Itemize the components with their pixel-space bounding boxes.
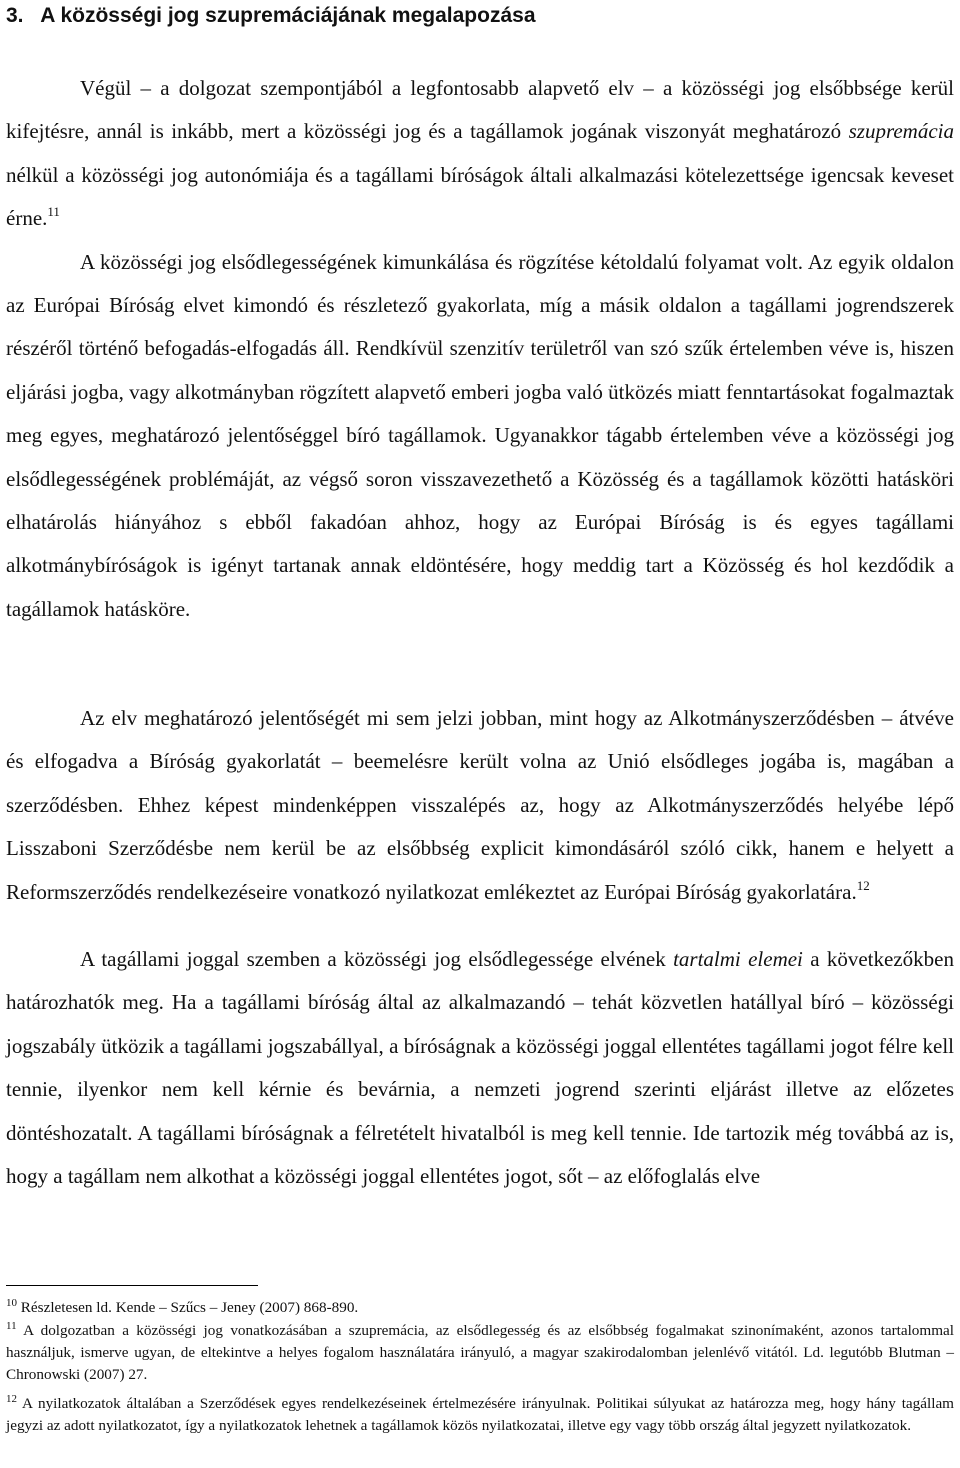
paragraph-group-1 <box>6 67 954 631</box>
footnote-separator <box>6 1285 258 1286</box>
paragraph-4: A tagállami joggal szemben a közösségi jog elsődlegessége elvének tartalmi elemei a következőkben határozhatók meg. Ha a tagállami bíróság által az alkalmazandó – tehát közvetlen hatállyal bíró – közösségi jogszabály ütközik a tagállami jogszabállyal, a bíróságnak a közösségi joggal ellentétes tagállami jogot félre kell tennie, ilyenkor nem kell kérnie és bevárnia, a nemzeti jogrend szerinti eljárást illetve az előzetes döntéshozatalt. A tagállami bíróságnak a félretételt hivatalból is meg kell tennie. Ide tartozik még továbbá az is, hogy a tagállam nem alkothat a közösségi joggal ellentétes jogot, sőt – az előfoglalás elve <box>6 947 954 1189</box>
emphasis-term: szupremácia <box>848 119 954 144</box>
paragraph-3: Az elv meghatározó jelentőségét mi sem jelzi jobban, mint hogy az Alkotmányszerződésben – átvéve és elfogadva a Bíróság gyakorlatát – beemelésre került volna az Unió elsődleges jogába is, magában a szerződésben. Ehhez képest mindenképpen visszalépés az, hogy az Alkotmányszerződés helyébe lépő Lisszaboni Szerződésbe nem kerül be az elsőbbség explicit kimondásáról szóló cikk, hanem e helyett a Reformszerződés rendelkezéseire vonatkozó nyilatkozat emlékeztet az Európai Bíróság gyakorlatára.$^{12}$ <box>6 706 954 904</box>
paragraph-group-3 <box>6 938 954 1198</box>
footnote-text: A dolgozatban a közösségi jog vonatkozásában a szupremácia, az elsődlegesség és az elsőbbség fogalmakat szinonímaként, azonos tartalommal használjuk, ismerve ugyan, de eltekintve a helyes fogalom használatára irányuló, a magyar szakirodalomban jelenlévő vitától. Ld. legutóbb Blutman – Chronowski (2007) 27. <box>6 1322 954 1383</box>
footnote-number: 11 <box>6 1320 17 1332</box>
paragraph-2: A közösségi jog elsődlegességének kimunkálása és rögzítése kétoldalú folyamat volt. Az egyik oldalon az Európai Bíróság elvet kimondó és részletező gyakorlata, míg a másik oldalon a tagállami jogrendszerek részéről történő befogadás-elfogadás áll. Rendkívül szenzitív területről van szó szűk értelemben véve is, hiszen eljárási jogba, vagy alkotmányban rögzített alapvető emberi jogba való ütközés miatt fenntartásokat fogalmaztak meg egyes, meghatározó jelentőséggel bíró tagállamok. Ugyanakkor tágabb értelemben véve a közösségi jog elsődlegességének problémáját, az végső soron visszavezethető a Közösség és a tagállamok közötti hatásköri elhatárolás hiányához s ebből fakadóan ahhoz, hogy az Európai Bíróság is és egyes tagállami alkotmánybíróságok is igényt tartanak annak eldöntésére, hogy meddig tart a Közösség és hol kezdődik a tagállamok hatásköre. <box>6 249 954 621</box>
footnote-ref-12[interactable]: 12 <box>856 877 870 893</box>
footnote-11 <box>6 1320 954 1386</box>
emphasis-term-2: tartalmi elemei <box>673 947 803 971</box>
section-number: 3. <box>6 4 24 27</box>
footnote-number: 10 <box>6 1297 17 1309</box>
footnote-12 <box>6 1393 954 1437</box>
footnote-number: 12 <box>6 1393 17 1405</box>
paragraph-group-2 <box>6 697 954 914</box>
section-title: A közösségi jog szupremáciájának megalapozása <box>40 4 536 27</box>
footnote-10 <box>6 1297 954 1319</box>
footnote-text: Részletesen ld. Kende – Szűcs – Jeney (2007) 868-890. <box>17 1299 359 1316</box>
footnote-text: A nyilatkozatok általában a Szerződések egyes rendelkezéseinek értelmezésére irányulnak. Politikai súlyukat az határozza meg, hogy hány tagállam jegyzi az adott nyilatkozatot, így a nyilatkozatok lehetnek a tagállamok közös nyilatkozatai, illetve egy vagy több ország által jegyzett nyilatkozatok. <box>6 1395 954 1434</box>
footnote-ref-11[interactable]: 11 <box>47 204 60 220</box>
section-heading <box>6 4 536 28</box>
paragraph-1: Végül – a dolgozat szempontjából a legfontosabb alapvető elv – a közösségi jog elsőbbsége kerül kifejtésre, annál is inkább, mert a közösségi jog és a tagállamok jogának viszonyát meghatározó szupremácia nélkül a közösségi jog autonómiája és a tagállami bíróságok általi alkalmazási kötelezettsége igencsak keveset érne.$^{11}$ <box>6 76 954 231</box>
